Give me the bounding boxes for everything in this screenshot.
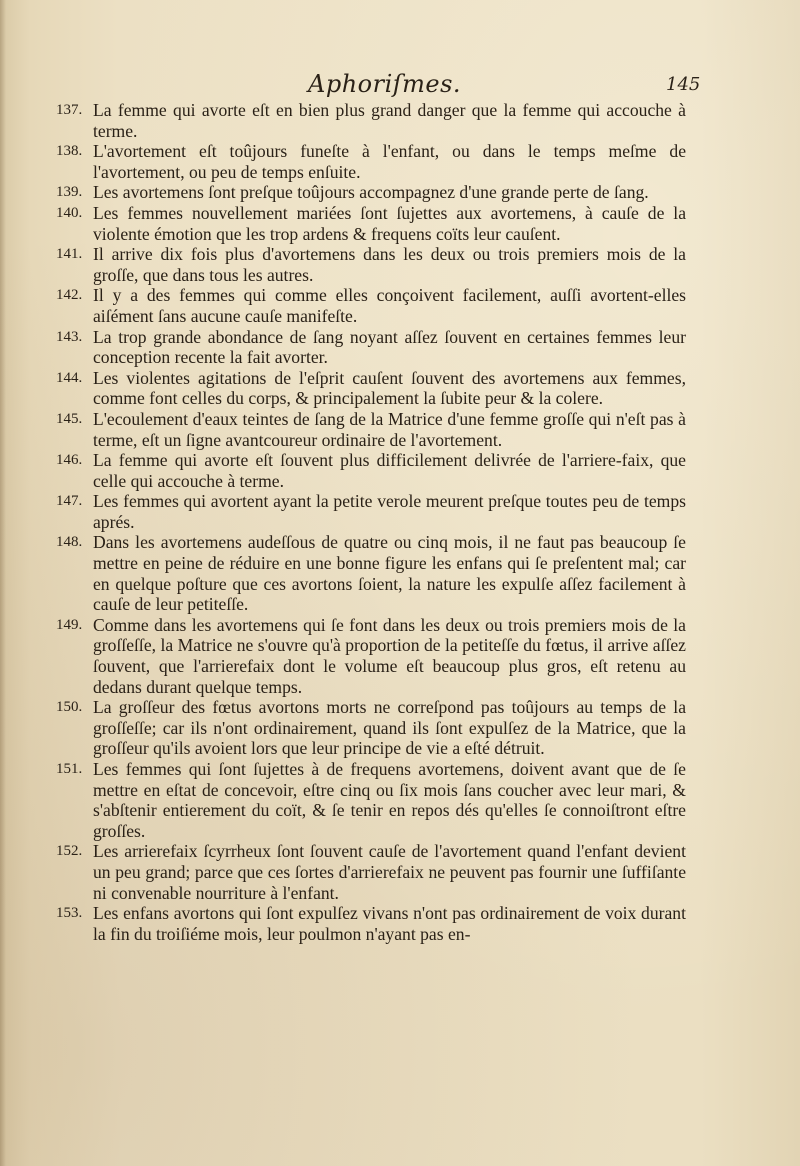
aphorism-text: Les femmes qui ſont ſujettes à de frequens avortemens, doivent avant que de ſe mettre en eſtat de concevoir, eſtre cinq ou ſix mois ſans coucher avec leur mari, & s'abſtenir entierement du coït, & ſe tenir en repos dés qu'elles ſe connoiſtront eſtre groſſes. [93, 759, 686, 841]
aphorism-number: 144. [56, 369, 83, 386]
aphorism-item [56, 244, 686, 285]
aphorism-text: Comme dans les avortemens qui ſe font dans les deux ou trois premiers mois de la groſſeſſe, la Matrice ne s'ouvre qu'à proportion de la petiteſſe du fœtus, il arrive aſſez ſouvent, que l'arrierefaix dont le volume eſt beaucoup plus gros, eſt retenu au dedans durant quelque temps. [93, 614, 686, 697]
aphorism-text: Les arrierefaix ſcyrrheux ſont ſouvent cauſe de l'avortement quand l'enfant devient un peu grand; parce que ces ſortes d'arrierefaix ne peuvent pas fournir une ſuffiſante ni convenable nourriture à l'enfant. [93, 841, 686, 903]
aphorism-number: 141. [56, 246, 83, 263]
aphorism-number: 153. [56, 905, 83, 922]
aphorism-item [56, 285, 686, 326]
aphorism-item [56, 182, 686, 203]
aphorism-number: 146. [56, 452, 83, 469]
aphorism-item [56, 141, 686, 182]
aphorism-number: 142. [56, 287, 83, 304]
page-gutter-shadow [0, 0, 6, 1166]
aphorism-text: Dans les avortemens audeſſous de quatre ou cinq mois, il ne faut pas beaucoup ſe mettre en peine de réduire en une bonne figure les enfans qui ſe preſentent mal; car en quelque poſture que ces avortons ſoient, la nature les expulſe aſſez facilement à cauſe de leur petiteſſe. [93, 532, 686, 615]
aphorism-number: 151. [56, 761, 83, 777]
aphorism-number: 147. [56, 493, 83, 510]
aphorism-text: Les enfans avortons qui ſont expulſez vivans n'ont pas ordinairement de voix durant la fin du troiſiéme mois, leur poulmon n'ayant pas en- [93, 903, 686, 944]
aphorism-text: L'avortement eſt toûjours funeſte à l'enfant, ou dans le temps meſme de l'avortement, ou peu de temps enſuite. [93, 141, 686, 182]
aphorism-item [56, 697, 686, 759]
aphorism-item [56, 409, 686, 450]
aphorism-text: La groſſeur des fœtus avortons morts ne correſpond pas toûjours au temps de la groſſeſſe; car ils n'ont ordinairement, quand ils ſont expulſez de la Matrice, que la groſſeur qu'ils avoient lors que leur principe de vie a eſté détruit. [93, 697, 686, 759]
aphorism-number: 152. [56, 843, 83, 860]
aphorism-number: 139. [56, 184, 83, 201]
aphorism-item [56, 903, 686, 944]
aphorism-item [56, 327, 686, 368]
aphorism-number: 140. [56, 204, 83, 221]
running-title: Aphoriſmes. [308, 70, 462, 98]
aphorism-item [56, 615, 686, 697]
aphorism-number: 148. [56, 534, 83, 551]
aphorism-text: La femme qui avorte eſt en bien plus grand danger que la femme qui accouche à terme. [93, 100, 686, 141]
aphorism-item [56, 368, 686, 409]
aphorism-text: L'ecoulement d'eaux teintes de ſang de la Matrice d'une femme groſſe qui n'eſt pas à terme, eſt un ſigne avantcoureur ordinaire de l'avortement. [93, 408, 686, 450]
aphorism-item [56, 841, 686, 903]
aphorism-item [56, 491, 686, 532]
aphorism-list [56, 100, 686, 944]
aphorism-text: Les femmes qui avortent ayant la petite verole meurent preſque toutes peu de temps aprés. [93, 491, 686, 532]
aphorism-number: 150. [56, 699, 83, 716]
aphorism-text: Il y a des femmes qui comme elles conçoivent facilement, auſſi avortent-elles aiſément ſans aucune cauſe manifeſte. [93, 285, 686, 326]
aphorism-item [56, 100, 686, 141]
aphorism-number: 149. [56, 616, 83, 633]
aphorism-number: 143. [56, 328, 83, 345]
aphorism-text: La femme qui avorte eſt ſouvent plus difficilement delivrée de l'arriere-faix, que celle qui accouche à terme. [93, 450, 686, 491]
aphorism-text: Les violentes agitations de l'eſprit cauſent ſouvent des avortemens aux femmes, comme font celles du corps, & principalement la ſubite peur & la colere. [93, 367, 686, 409]
aphorism-number: 138. [56, 143, 83, 160]
aphorism-text: Il arrive dix fois plus d'avortemens dans les deux ou trois premiers mois de la groſſe, que dans tous les autres. [93, 244, 686, 285]
aphorism-item [56, 450, 686, 491]
aphorism-item [56, 203, 686, 244]
aphorism-number: 145. [56, 410, 83, 427]
running-header [0, 70, 800, 100]
aphorism-text: Les avortemens ſont preſque toûjours accompagnez d'une grande perte de ſang. [93, 182, 649, 203]
aphorism-item [56, 532, 686, 614]
page-number: 145 [666, 74, 701, 95]
aphorism-text: La trop grande abondance de ſang noyant aſſez ſouvent en certaines femmes leur conception recente la fait avorter. [93, 326, 686, 368]
aphorism-number: 137. [56, 102, 83, 118]
aphorism-text: Les femmes nouvellement mariées ſont ſujettes aux avortemens, à cauſe de la violente émotion que les trop ardens & frequens coïts leur cauſent. [93, 202, 686, 244]
aphorism-item [56, 759, 686, 841]
